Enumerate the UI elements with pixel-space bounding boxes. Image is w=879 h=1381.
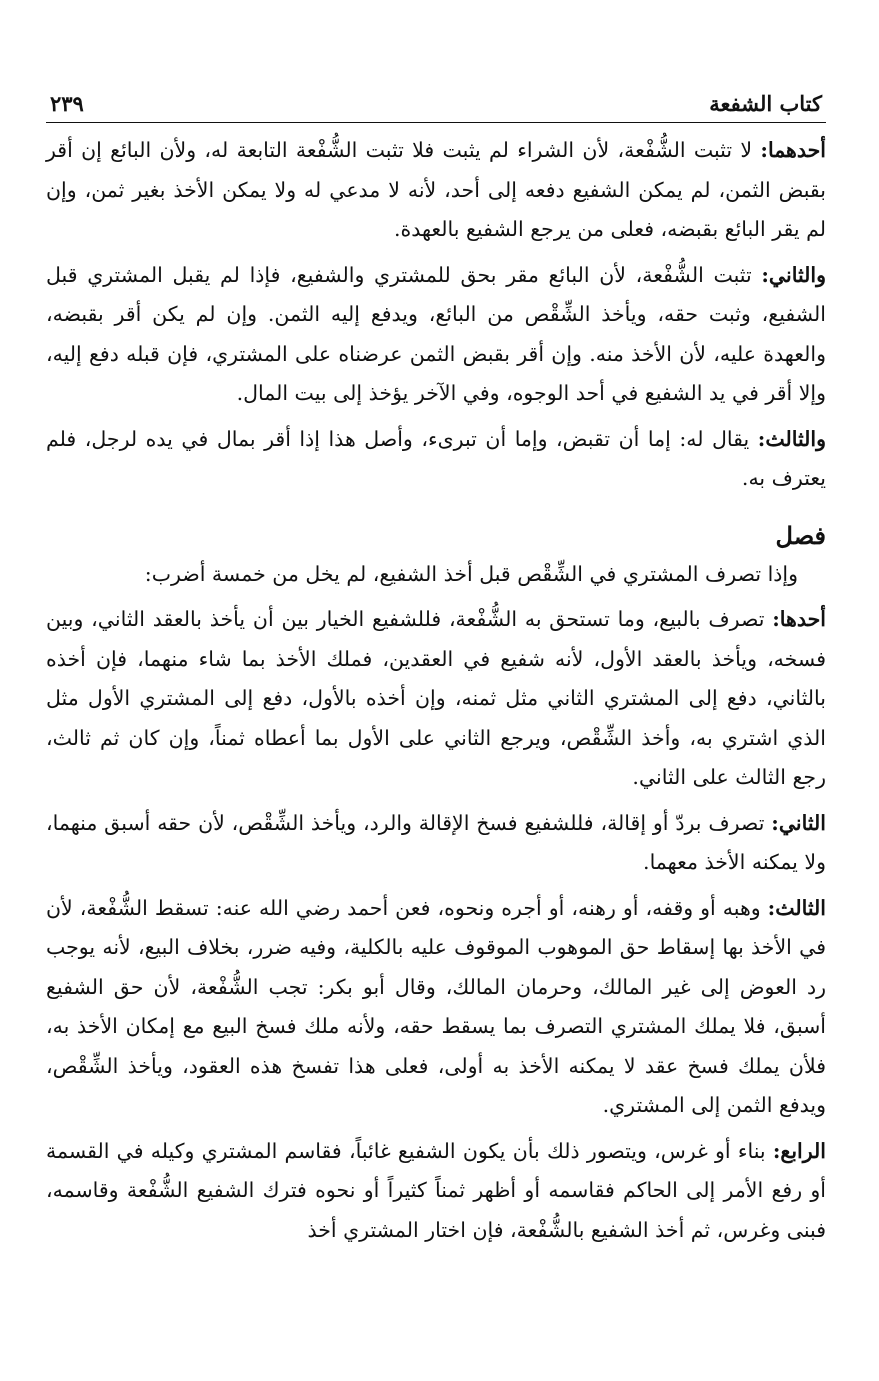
paragraph-lead: أحدها: [772,607,826,631]
page-body [46,123,826,1250]
paragraph-case-one [46,600,826,798]
paragraph-text: تثبت الشُّفْعة، لأن البائع مقر بحق للمشتري والشفيع، فإذا لم يقبل المشتري قبل الشفيع، وثبت حقه، ويأخذ الشِّقْص من البائع، ويدفع إليه الثمن. وإن لم يكن أقر بقبضه، والعهدة عليه، لأن الأخذ منه. وإن أقر بقبض الثمن عرضناه على المشتري، فإن قبله دفع إليه، وإلا أقر في يد الشفيع في أحد الوجوه، وفي الآخر يؤخذ إلى بيت المال. [46,262,826,405]
paragraph-third-opinion [46,420,826,499]
paragraph-case-three [46,889,826,1126]
section-heading: فصل [775,520,826,550]
paragraph-text: تصرف بالبيع، وما تستحق به الشُّفْعة، فللشفيع الخيار بين أن يأخذ بالعقد الثاني، وبين فسخه، ويأخذ بالعقد الأول، لأنه شفيع في العقدين، فملك الأخذ بما شاء منهما، فإن أخذه بالثاني، دفع إلى المشتري الثاني مثل ثمنه، وإن أخذه بالأول، دفع إلى المشتري الأول مثل الذي اشتري به، وأخذ الشِّقْص، ويرجع الثاني على الأول بما أعطاه ثمناً، وإن كان ثم ثالث، رجع الثالث على الثاني. [46,607,826,789]
paragraph-text: يقال له: إما أن تقبض، وإما أن تبرىء، وأصل هذا إذا أقر بمال في يده لرجل، فلم يعترف به. [46,426,826,490]
paragraph-lead: والثالث: [757,426,826,451]
paragraph-lead: الثالث: [767,895,826,920]
paragraph-lead: الثاني: [771,810,826,835]
paragraph-text: تصرف بردّ أو إقالة، فللشفيع فسخ الإقالة والرد، ويأخذ الشِّقْص، لأن حقه أسبق منهما، ولا يمكنه الأخذ معهما. [46,810,826,874]
paragraph-lead: والثاني: [761,262,826,287]
paragraph-lead: أحدهما: [760,138,826,162]
paragraph-second-opinion [46,256,826,414]
page-header [46,80,826,123]
paragraph-text: لا تثبت الشُّفْعة، لأن الشراء لم يثبت فلا تثبت الشُّفْعة التابعة له، ولأن البائع إن أقر بقبض الثمن، لم يمكن الشفيع دفعه إلى أحد، لأنه لا مدعي له ولا يمكن الأخذ بغير ثمن، وإن لم يقر البائع بقبضه، فعلى من يرجع الشفيع بالعهدة. [46,138,826,241]
page-number: ٢٣٩ [50,91,84,116]
running-title: كتاب الشفعة [709,91,822,116]
paragraph-text: بناء أو غرس، ويتصور ذلك بأن يكون الشفيع غائباً، فقاسم المشتري وكيله في القسمة أو رفع الأمر إلى الحاكم فقاسمه أو أظهر ثمناً كثيراً أو نحوه فترك الشفيع الشُّفْعة وقاسمه، فبنى وغرس، ثم أخذ الشفيع بالشُّفْعة، فإن اختار المشتري أخذ [46,1138,826,1242]
paragraph-text: وهبه أو وقفه، أو رهنه، أو أجره ونحوه، فعن أحمد رضي الله عنه: تسقط الشُّفْعة، لأن في الأخذ بها إسقاط حق الموهوب الموقوف عليه بالكلية، وفيه ضرر، بخلاف البيع، لأنه يوجب رد العوض إلى غير المالك، وحرمان المالك، وقال أبو بكر: تجب الشُّفْعة، لأن حق الشفيع أسبق، فلا يملك المشتري التصرف بما يسقط حقه، ولأنه ملك فسخ البيع مع إمكان الأخذ به، فلأن يملك فسخ عقد لا يمكنه الأخذ به أولى، فعلى هذا تفسخ هذه العقود، ويأخذ الشِّقْص، ويدفع الثمن إلى المشتري. [46,895,826,1117]
paragraph-case-four [46,1132,826,1251]
paragraph-first-opinion [46,131,826,250]
book-page [46,80,826,1250]
section-intro: وإذا تصرف المشتري في الشِّقْص قبل أخذ الشفيع، لم يخل من خمسة أضرب: [144,561,798,586]
paragraph-lead: الرابع: [772,1138,826,1163]
paragraph-case-two [46,804,826,883]
